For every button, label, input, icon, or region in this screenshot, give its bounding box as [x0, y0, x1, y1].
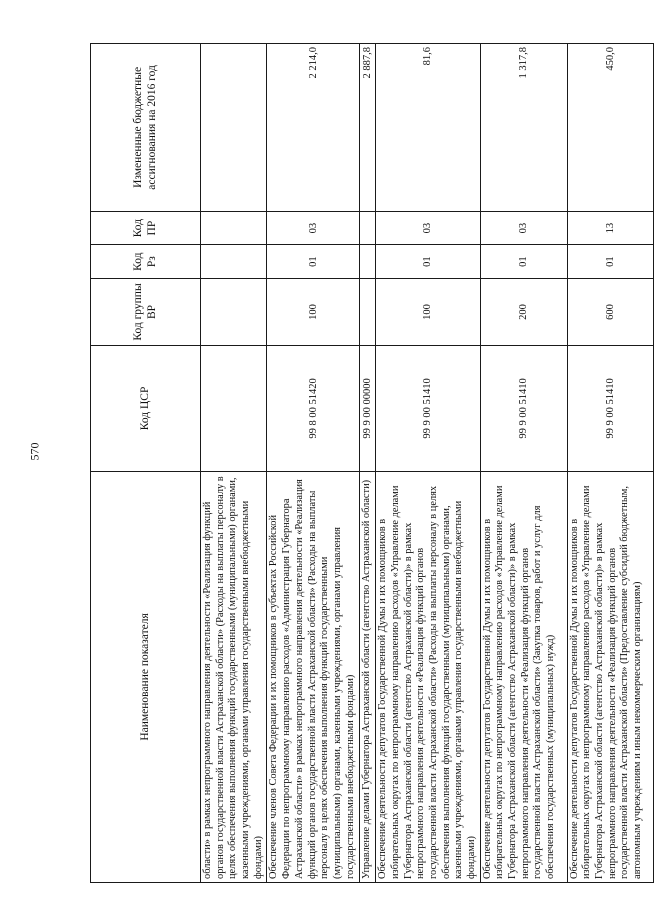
table-row [201, 44, 267, 883]
table-row [376, 44, 481, 883]
row-vr: 200 [480, 278, 567, 345]
row-amount: 2 214,0 [267, 44, 360, 212]
row-name: Обеспечение членов Совета Федерации и их помощников в субъектах Российской Федерации по непрограммному направлению расходов «Администрация Губернатора Астраханской области» в рамках непрограммного направления деятельности «Реализация функций органов государственной власти Астраханской области» (Расходы на выплаты персоналу в целях обеспечения выполнения функций государственными (муниципальными) органами, казенными учреждениями, органами управления государственными внебюджетными фондами) [267, 471, 360, 882]
row-vr: 100 [267, 278, 360, 345]
row-name: Обеспечение деятельности депутатов Государственной Думы и их помощников в избирательных округах по непрограммному направлению расходов «Управление делами Губернатора Астраханской области (агентство Астраханской области)» в рамках непрограммного направления деятельности «Реализация функций органов государственной власти Астраханской области» (Закупка товаров, работ и услуг для обеспечения государственных (муниципальных) нужд) [480, 471, 567, 882]
table-row [360, 44, 376, 883]
table-row [267, 44, 360, 883]
row-amount: 1 317,8 [480, 44, 567, 212]
table-row [567, 44, 653, 883]
row-pr: 13 [567, 211, 653, 245]
col-header-amount: Измененные бюджетные ассигнования на 2016 год [91, 44, 201, 212]
row-csr: 99 9 00 00000 [360, 346, 376, 472]
row-rz: 01 [480, 245, 567, 279]
row-pr: 03 [376, 211, 481, 245]
row-csr: 99 9 00 51410 [480, 346, 567, 472]
row-rz: 01 [376, 245, 481, 279]
row-pr [201, 211, 267, 245]
col-header-vr: Код группы ВР [91, 278, 201, 345]
row-csr: 99 8 00 51420 [267, 346, 360, 472]
row-name: области» в рамках непрограммного направления деятельности «Реализация функций органов государственной власти Астраханской области» (Расходы на выплаты персоналу в целях обеспечения выполнения функций государственными (муниципальными) органами, казенными учреждениями, органами управления государственными внебюджетными фондами) [201, 471, 267, 882]
row-rz: 01 [267, 245, 360, 279]
col-header-name: Наименование показателя [91, 471, 201, 882]
table-header [91, 44, 201, 883]
page-number: 570 [27, 442, 42, 461]
row-csr [201, 346, 267, 472]
budget-table [90, 43, 654, 883]
col-header-csr: Код ЦСР [91, 346, 201, 472]
row-vr [360, 278, 376, 345]
row-pr [360, 211, 376, 245]
row-csr: 99 9 00 51410 [567, 346, 653, 472]
col-header-pr: Код ПР [91, 211, 201, 245]
row-amount: 81,6 [376, 44, 481, 212]
row-amount [201, 44, 267, 212]
row-name: Обеспечение деятельности депутатов Государственной Думы и их помощников в избирательных округах по непрограммному направлению расходов «Управление делами Губернатора Астраханской области (агентство Астраханской области)» в рамках непрограммного направления деятельности «Реализация функций органов государственной власти Астраханской области» (Предоставление субсидий бюджетным, автономным учреждениям и иным некоммерческим организациям) [567, 471, 653, 882]
table-row [480, 44, 567, 883]
row-pr: 03 [480, 211, 567, 245]
row-vr: 600 [567, 278, 653, 345]
col-header-rz: Код Рз [91, 245, 201, 279]
row-rz [201, 245, 267, 279]
row-rz: 01 [567, 245, 653, 279]
row-name: Обеспечение деятельности депутатов Государственной Думы и их помощников в избирательных округах по непрограммному направлению расходов «Управление делами Губернатора Астраханской области (агентство Астраханской области)» в рамках непрограммного направления деятельности «Реализация функций органов государственной власти Астраханской области» (Расходы на выплаты персоналу в целях обеспечения выполнения функций государственными (муниципальными) органами, казенными учреждениями, органами управления государственными внебюджетными фондами) [376, 471, 481, 882]
budget-table-rotated [90, 43, 644, 883]
row-amount: 2 887,8 [360, 44, 376, 212]
row-rz [360, 245, 376, 279]
row-name: Управление делами Губернатора Астраханской области (агентство Астраханской области) [360, 471, 376, 882]
row-vr: 100 [376, 278, 481, 345]
row-amount: 450,0 [567, 44, 653, 212]
row-vr [201, 278, 267, 345]
row-csr: 99 9 00 51410 [376, 346, 481, 472]
row-pr: 03 [267, 211, 360, 245]
